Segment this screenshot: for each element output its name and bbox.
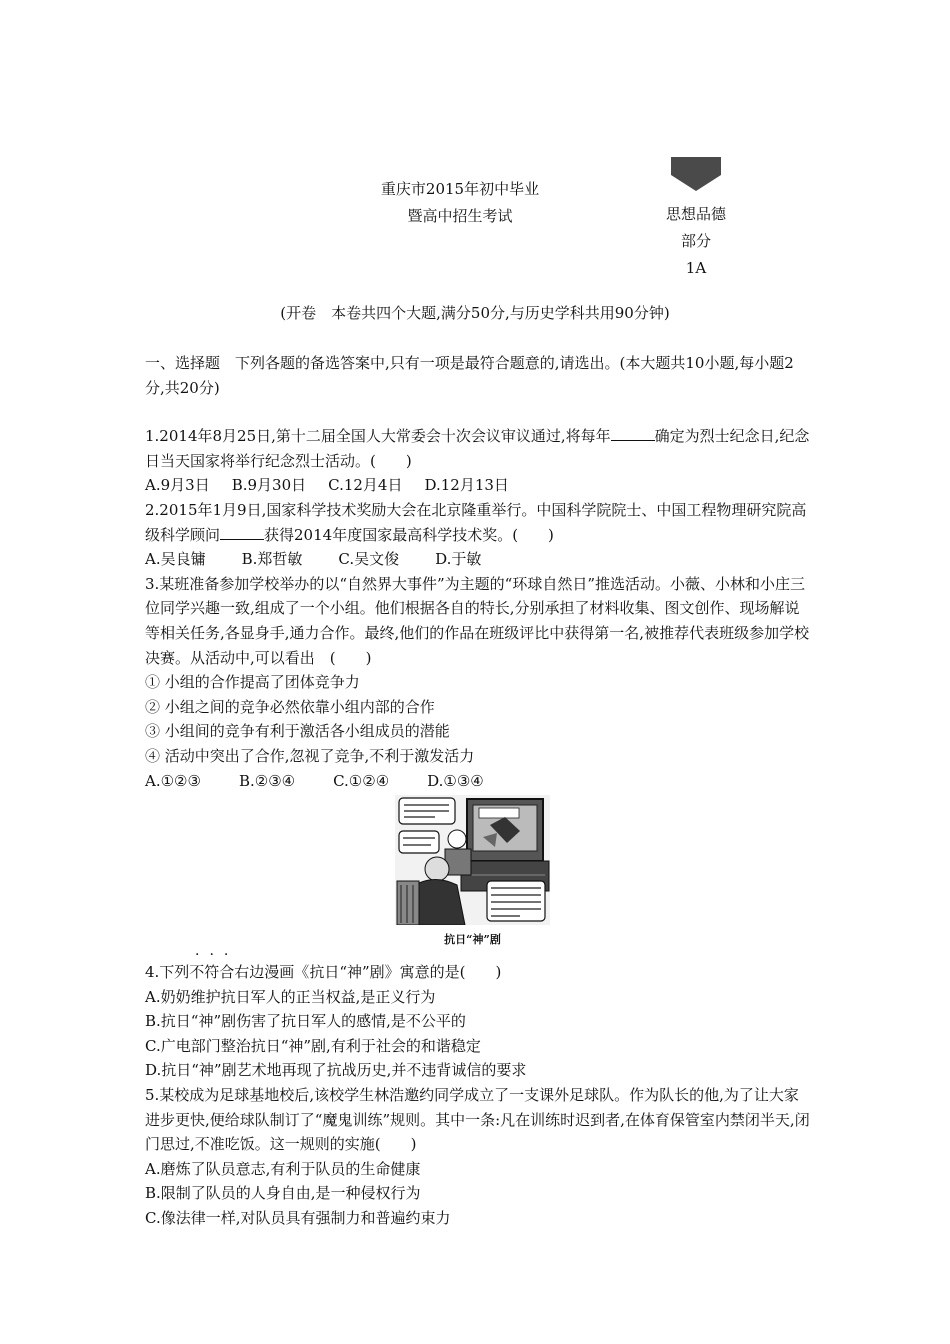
question-4-option-b[interactable]: B.抗日“神”剧伤害了抗日军人的感情,是不公平的 (145, 1012, 466, 1031)
question-3-item-3: ③ 小组间的竞争有利于激活各小组成员的潜能 (145, 722, 450, 741)
question-3-item-2: ② 小组之间的竞争必然依靠小组内部的合作 (145, 697, 435, 716)
question-1-stem-part-b: 确定为烈士纪念日,纪念日当天国家将举行纪念烈士活动。( ) (145, 427, 810, 470)
answer-blank (611, 426, 655, 441)
question-5-option-a[interactable]: A.磨炼了队员意志,有利于队员的生命健康 (145, 1159, 421, 1178)
subject-line1: 思想品德 (665, 205, 726, 223)
subject-line2: 部分 (680, 232, 711, 250)
emphasis-dots: ... (195, 943, 239, 960)
exam-title (340, 176, 580, 230)
question-4-option-d[interactable]: D.抗日“神”剧艺术地再现了抗战历史,并不违背诚信的要求 (145, 1061, 527, 1080)
question-3-stem: 3.某班准备参加学校举办的以“自然界大事件”为主题的“环球自然日”推选活动。小薇、小林和小庄三位同学兴趣一致,组成了一个小组。他们根据各自的特长,分别承担了材料收集、图文创作、现场解说等相关任务,各显身手,通力合作。最终,他们的作品在班级评比中获得第一名,被推荐代表班级参加学校决赛。从活动中,可以看出 ( ) (145, 574, 810, 667)
exam-title-line2: 暨高中招生考试 (407, 207, 513, 225)
cartoon-caption: 抗日“神”剧 (444, 933, 501, 947)
exam-title-line1: 重庆市2015年初中毕业 (380, 180, 540, 198)
question-1-stem (145, 424, 810, 473)
subject-line3: 1A (685, 259, 707, 277)
question-5-option-b[interactable]: B.限制了队员的人身自由,是一种侵权行为 (145, 1184, 421, 1203)
question-1-options (145, 473, 810, 498)
subject-label (646, 201, 746, 282)
question-2-options (145, 547, 810, 572)
question-3-option-b[interactable]: B.②③④ (238, 771, 296, 790)
question-2-option-a[interactable]: A.吴良镛 (145, 550, 206, 569)
question-2-stem-part-a: 2.2015年1月9日,国家科学技术奖励大会在北京隆重举行。中国科学院院士、中国工程物理研究院高级科学顾问 (145, 500, 807, 544)
question-4-option-c[interactable]: C.广电部门整治抗日“神”剧,有利于社会的和谐稳定 (145, 1036, 481, 1055)
question-1-option-d[interactable]: D.12月13日 (424, 476, 509, 495)
question-2-option-d[interactable]: D.于敏 (435, 550, 482, 569)
answer-blank (220, 525, 264, 540)
question-2-stem-part-b: 获得2014年度国家最高科学技术奖。( ) (264, 525, 554, 544)
question-2-option-c[interactable]: C.吴文俊 (338, 550, 400, 569)
question-5-stem: 5.某校成为足球基地校后,该校学生林浩邀约同学成立了一支课外足球队。作为队长的他,为了让大家进步更快,便给球队制订了“魔鬼训练”规则。其中一条:凡在训练时迟到者,在体育保管室内禁闭半天,闭门思过,不准吃饭。这一规则的实施( ) (145, 1086, 810, 1154)
cartoon-figure (145, 795, 810, 960)
question-3-option-a[interactable]: A.①②③ (145, 771, 201, 790)
question-5-option-c[interactable]: C.像法律一样,对队员具有强制力和普遍约束力 (145, 1209, 451, 1228)
question-4-option-a[interactable]: A.奶奶维护抗日军人的正当权益,是正义行为 (145, 987, 436, 1006)
question-1-option-c[interactable]: C.12月4日 (328, 476, 403, 495)
question-2-option-b[interactable]: B.郑哲敏 (241, 550, 303, 569)
question-3-option-c[interactable]: C.①②④ (333, 771, 390, 790)
question-1-option-a[interactable]: A.9月3日 (145, 476, 210, 495)
question-3-item-1: ① 小组的合作提高了团体竞争力 (145, 673, 360, 692)
exam-note: (开卷 本卷共四个大题,满分50分,与历史学科共用90分钟) (280, 304, 670, 322)
cartoon-illustration-icon (395, 795, 550, 925)
question-4-stem: 4.下列不符合右边漫画《抗日“神”剧》寓意的是( ) (145, 963, 502, 982)
question-content (145, 351, 810, 1231)
down-pentagon-icon (671, 157, 721, 191)
question-1-stem-part-a: 1.2014年8月25日,第十二届全国人大常委会十次会议审议通过,将每年 (145, 427, 611, 446)
question-1-option-b[interactable]: B.9月30日 (231, 476, 307, 495)
question-3-options (145, 769, 810, 794)
question-3-item-4: ④ 活动中突出了合作,忽视了竞争,不利于激发活力 (145, 746, 475, 765)
question-2-stem (145, 498, 810, 547)
question-3-option-d[interactable]: D.①③④ (427, 771, 484, 790)
section-header: 一、选择题 下列各题的备选答案中,只有一项是最符合题意的,请选出。(本大题共10小题,每小题2分,共20分) (145, 354, 794, 397)
